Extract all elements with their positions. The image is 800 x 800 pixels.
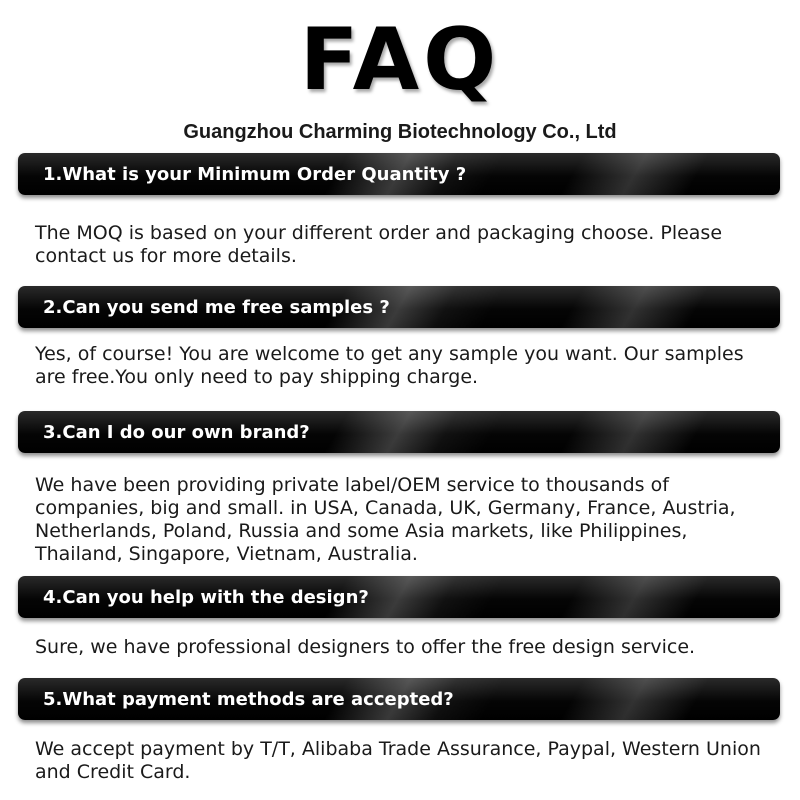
faq-question-bar-3	[18, 411, 780, 453]
faq-question-5: 5.What payment methods are accepted?	[43, 688, 454, 710]
faq-question-2: 2.Can you send me free samples ?	[43, 296, 390, 318]
faq-question-bar-5	[18, 678, 780, 720]
faq-answer-4: Sure, we have professional designers to offer the free design service.	[35, 636, 696, 658]
faq-question-3: 3.Can I do our own brand?	[43, 421, 310, 443]
faq-question-bar-2	[18, 286, 780, 328]
faq-question-1: 1.What is your Minimum Order Quantity ?	[43, 163, 467, 185]
faq-answer-2: Yes, of course! You are welcome to get any sample you want. Our samples are free.You only need to pay shipping charge.	[35, 343, 744, 388]
page-title: FAQ	[299, 10, 501, 110]
faq-answer-5: We accept payment by T/T, Alibaba Trade Assurance, Paypal, Western Union and Credit Card.	[35, 738, 761, 783]
faq-question-bar-4	[18, 576, 780, 618]
company-name: Guangzhou Charming Biotechnology Co., Ltd	[183, 121, 617, 143]
faq-question-4: 4.Can you help with the design?	[43, 586, 369, 608]
faq-question-bar-1	[18, 153, 780, 195]
faq-answer-1: The MOQ is based on your different order and packaging choose. Please contact us for more details.	[35, 222, 723, 267]
faq-answer-3: We have been providing private label/OEM service to thousands of companies, big and small. in USA, Canada, UK, Germany, France, Austria, Netherlands, Poland, Russia and some Asia markets, like Philippines, Thailand, Singapore, Vietnam, Australia.	[35, 474, 736, 565]
